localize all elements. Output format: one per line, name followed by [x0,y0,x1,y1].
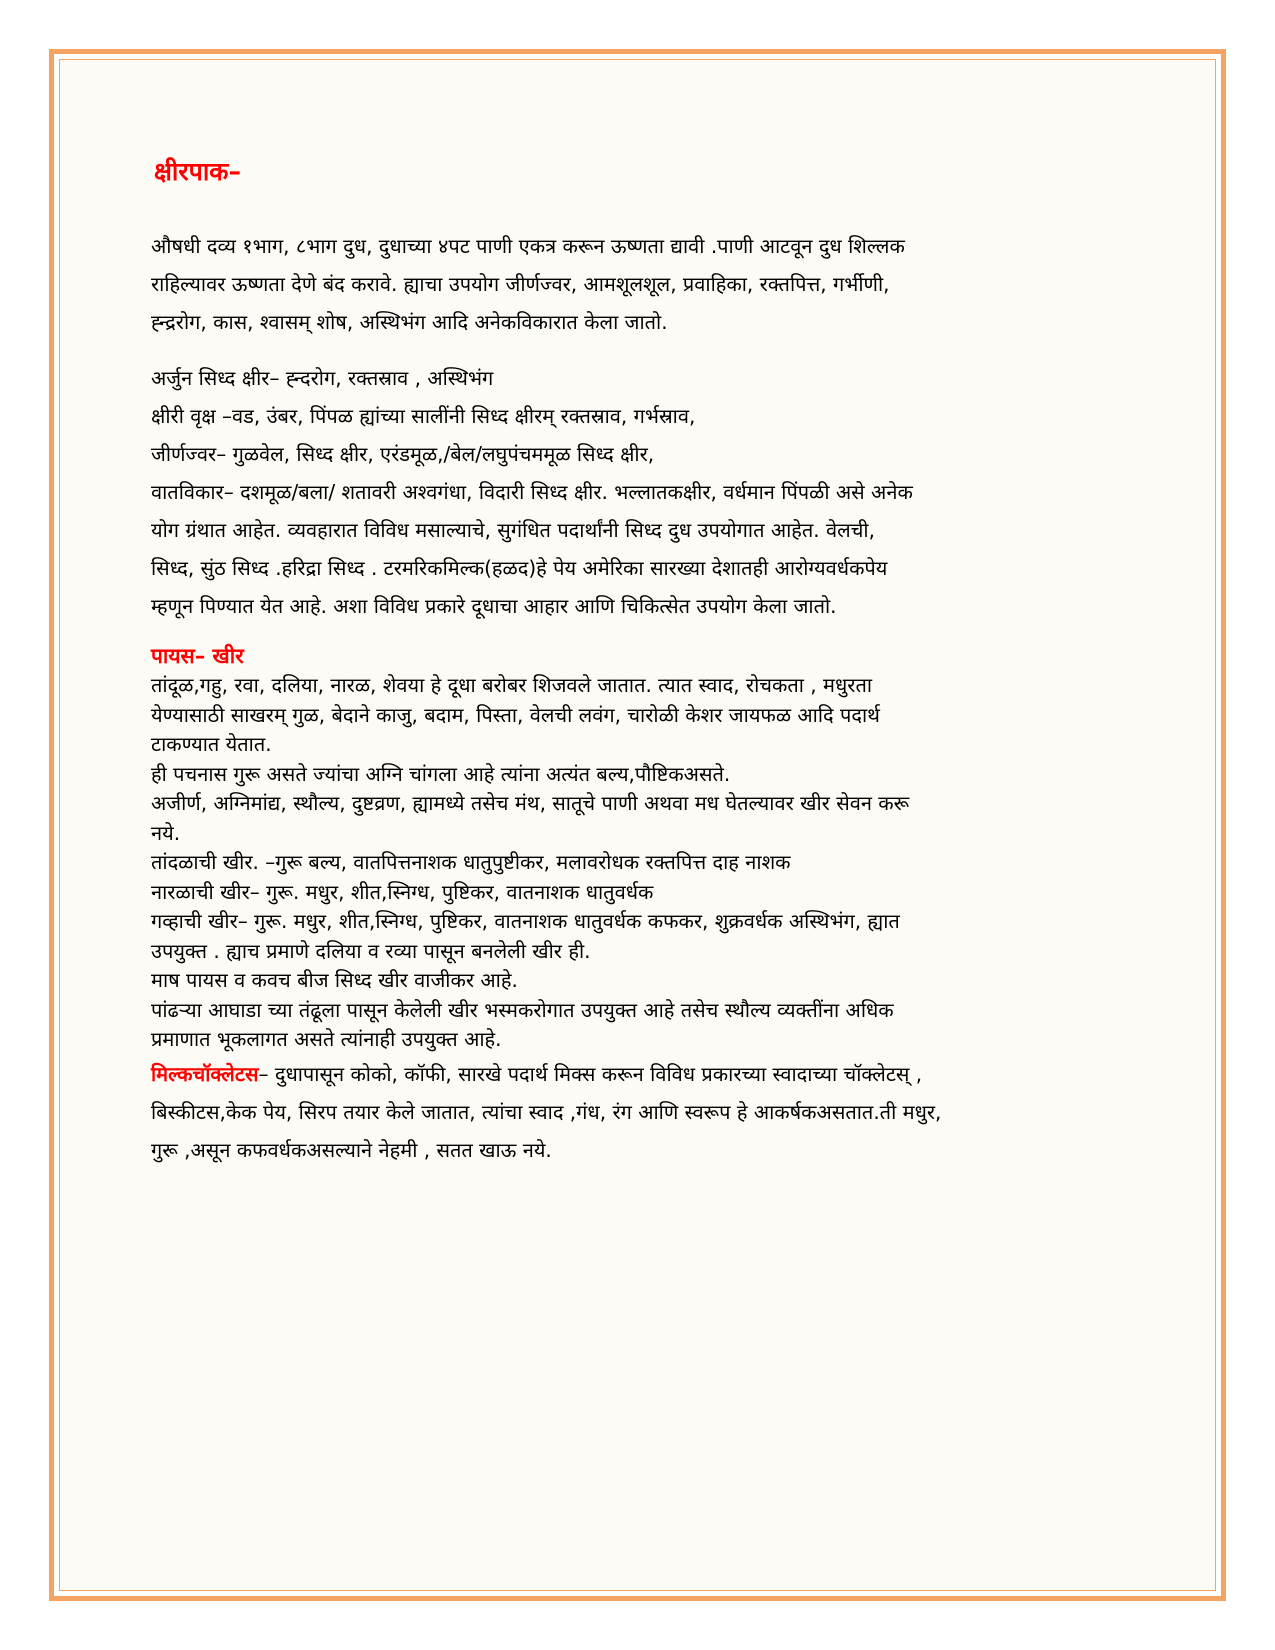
paragraph-line: औषधी दव्य १भाग, ८भाग दुध, दुधाच्या ४पट पाणी एकत्र करून ऊष्णता द्यावी .पाणी आटवून दुध शिल्लक [151,234,905,258]
paragraph-line: नारळाची खीर– गुरू. मधुर, शीत,स्निग्ध, पुष्टिकर, वातनाशक धातुवर्धक [151,879,654,904]
paragraph-line: पांढऱ्या आघाडा च्या तंढूला पासून केलेली खीर भस्मकरोगात उपयुक्त आहे तसेच स्थौल्य व्यक्तींना अधिक [151,997,894,1022]
paragraph-line: गव्हाची खीर– गुरू. मधुर, शीत,स्निग्ध, पुष्टिकर, वातनाशक धातुवर्धक कफकर, शुक्रवर्धक अस्थिभंग, ह्यात [151,909,900,933]
section-title-payas: पायस– खीर [151,644,244,668]
paragraph-line: ही पचनास गुरू असते ज्यांचा अग्नि चांगला आहे त्यांना अत्यंत बल्य,पौष्टिकअसते. [151,761,731,786]
intro-paragraph [151,227,1131,341]
paragraph-line: म्हणून पिण्यात येत आहे. अशा विविध प्रकारे दूधाचा आहार आणि चिकित्सेत उपयोग केला जातो. [151,594,837,618]
paragraph-line: नये. [151,820,181,845]
paragraph-line: प्रमाणात भूकलागत असते त्यांनाही उपयुक्त आहे. [151,1027,502,1051]
paragraph-line: तांदळाची खीर. –गुरू बल्य, वातपित्तनाशक धातुपुष्टीकर, मलावरोधक रक्तपित्त दाह नाशक [151,850,791,874]
paragraph-line: योग ग्रंथात आहेत. व्यवहारात विविध मसाल्याचे, सुगंधित पदार्थांनी सिध्द दुध उपयोगात आहेत. वेलची, [151,518,875,542]
paragraph-line: राहिल्यावर ऊष्णता देणे बंद करावे. ह्याचा उपयोग जीर्णज्वर, आमशूलशूल, प्रवाहिका, रक्तपित्त, गर्भीणी, [151,272,890,296]
milk-chocolate-paragraph [151,1055,1131,1169]
paragraph-line: बिस्कीटस,केक पेय, सिरप तयार केले जातात, त्यांचा स्वाद ,गंध, रंग आणि स्वरूप हे आकर्षकअसतात.ती मधुर, [151,1099,942,1124]
paragraph-line: येण्यासाठी साखरम्‌ गुळ, बेदाने काजु, बदाम, पिस्ता, वेलची लवंग, चारोळी केशर जायफळ आदि पदार्थ [151,702,880,727]
paragraph-line: वातविकार– दशमूळ/बला/ शतावरी अश्वगंधा, विदारी सिध्द क्षीर. भल्लातकक्षीर, वर्धमान पिंपळी असे अनेक [151,480,913,504]
paragraph-line: टाकण्यात येतात. [151,732,272,756]
section-title-ksheerpak: क्षीरपाक– [154,157,242,186]
document-body [151,155,1131,1169]
paragraph-line: क्षीरी वृक्ष –वड, उंबर, पिंपळ ह्यांच्या सालींनी सिध्द क्षीरम्‌ रक्तस्राव, गर्भस्राव, [151,404,696,428]
paragraph-line: उपयुक्त . ह्याच प्रमाणे दलिया व रव्या पासून बनलेली खीर ही. [151,938,591,963]
paragraph-line: जीर्णज्वर– गुळवेल, सिध्द क्षीर, एरंडमूळ,/बेल/लघुपंचममूळ सिध्द क्षीर, [151,442,655,466]
section-title-milk-chocolates: मिल्कचॉक्लेटस [151,1061,259,1086]
paragraph-line-rest: – दुधापासून कोको, कॉफी, सारखे पदार्थ मिक्स करून विविध प्रकारच्या स्वादाच्या चॉक्लेटस् , [258,1061,923,1086]
paragraph-line: ह्न्द्ररोग, कास, श्वासम्‌ शोष, अस्थिभंग आदि अनेकविकारात केला जातो. [151,310,668,334]
paragraph-line: गुरू ,असून कफवर्धकअसल्याने नेहमी , सतत खाऊ नये. [151,1137,552,1162]
paragraph-line: माष पायस व कवच बीज सिध्द खीर वाजीकर आहे. [151,968,518,992]
spacer [151,341,1131,359]
paragraph-line [151,1055,1131,1093]
spacer [151,625,1131,639]
paragraph-line: अजीर्ण, अग्निमांद्य, स्थौल्य, दुष्टव्रण, ह्यामध्ये तसेच मंथ, सातूचे पाणी अथवा मध घेतल्यावर खीर सेवन करू [151,791,910,815]
paragraph-line: अर्जुन सिध्द क्षीर– ह्न्दरोग, रक्तस्राव , अस्थिभंग [151,366,494,390]
paragraph-line: तांदूळ,गहु, रवा, दलिया, नारळ, शेवया हे दूधा बरोबर शिजवले जातात. त्यात स्वाद, रोचकता , मधुरता [151,673,873,697]
kshir-paragraph [151,359,1131,625]
paragraph-line: सिध्द, सुंठ सिध्द .हरिद्रा सिध्द . टरमरिकमिल्क(हळद)हे पेय अमेरिका सारख्या देशातही आरोग्यवर्धकपेय [151,556,888,580]
payas-paragraph [151,671,1131,1055]
